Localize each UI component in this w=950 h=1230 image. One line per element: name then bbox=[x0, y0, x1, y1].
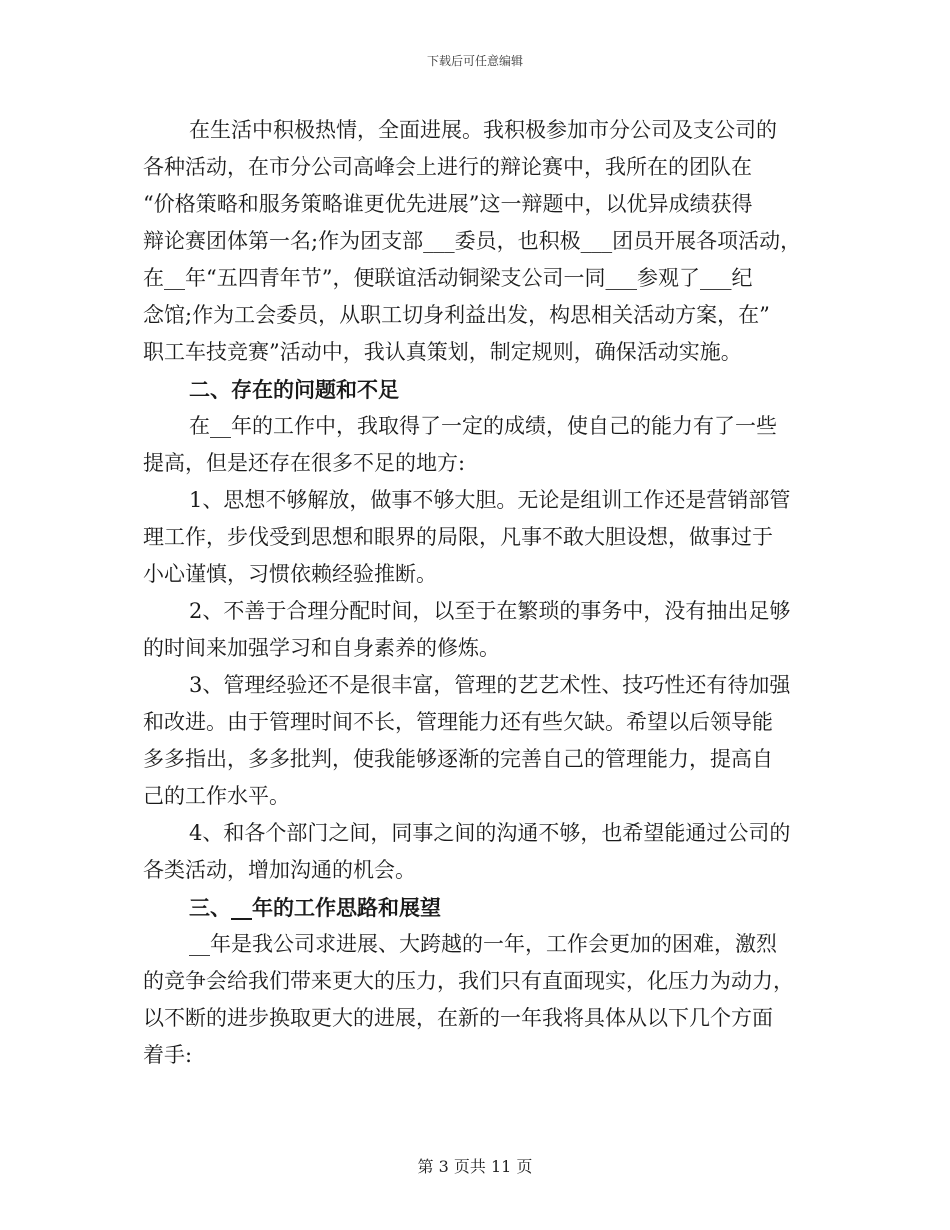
body-text-line: 在__年的工作中，我取得了一定的成绩，使自己的能力有了一些 bbox=[189, 414, 777, 438]
body-text-line: 的时间来加强学习和自身素养的修炼。 bbox=[143, 636, 500, 660]
body-text-line: 己的工作水平。 bbox=[143, 784, 290, 808]
body-text-line: 各类活动，增加沟通的机会。 bbox=[143, 858, 416, 882]
body-text-line: 的竞争会给我们带来更大的压力，我们只有直面现实，化压力为动力， bbox=[143, 969, 794, 993]
body-text-line: “价格策略和服务策略谁更优先进展”这一辩题中，以优异成绩获得 bbox=[143, 192, 753, 216]
body-text-line: 各种活动，在市分公司高峰会上进行的辩论赛中，我所在的团队在 bbox=[143, 155, 752, 179]
body-text-line: 辩论赛团体第一名;作为团支部___委员，也积极___团员开展各项活动， bbox=[143, 229, 802, 253]
body-text-line: 提高，但是还存在很多不足的地方: bbox=[143, 451, 466, 475]
body-text-line: 和改进。由于管理时间不长，管理能力还有些欠缺。希望以后领导能 bbox=[143, 710, 773, 734]
body-text-line: 理工作，步伐受到思想和眼界的局限，凡事不敢大胆设想，做事过于 bbox=[143, 525, 773, 549]
body-text-line: __年是我公司求进展、大跨越的一年，工作会更加的困难，激烈 bbox=[189, 932, 777, 956]
body-text-line: 2、不善于合理分配时间，以至于在繁琐的事务中，没有抽出足够 bbox=[189, 599, 791, 623]
body-text-line: 在生活中积极热情，全面进展。我积极参加市分公司及支公司的 bbox=[189, 118, 777, 142]
body-text-line: 职工车技竞赛”活动中，我认真策划，制定规则，确保活动实施。 bbox=[143, 340, 742, 364]
body-text-line: 1、思想不够解放，做事不够大胆。无论是组训工作还是营销部管 bbox=[189, 488, 791, 512]
body-text-line: 4、和各个部门之间，同事之间的沟通不够，也希望能通过公司的 bbox=[189, 821, 791, 845]
document-body bbox=[143, 112, 813, 1074]
body-text-line: 小心谨慎，习惯依赖经验推断。 bbox=[143, 562, 437, 586]
body-text-line: 在__年“五四青年节”，便联谊活动铜梁支公司一同___参观了___纪 bbox=[143, 266, 753, 290]
page-header: 下载后可任意编辑 bbox=[426, 54, 523, 68]
body-text-line: 多多指出，多多批判，使我能够逐渐的完善自己的管理能力，提高自 bbox=[143, 747, 773, 771]
section-heading: 二、存在的问题和不足 bbox=[189, 377, 399, 402]
body-text-line: 着手: bbox=[143, 1043, 193, 1067]
body-text-line: 以不断的进步换取更大的进展，在新的一年我将具体从以下几个方面 bbox=[143, 1006, 773, 1030]
page-footer: 第 3 页共 11 页 bbox=[417, 1157, 533, 1176]
section-heading: 三、__年的工作思路和展望 bbox=[189, 895, 441, 920]
body-text-line: 念馆;作为工会委员，从职工切身利益出发，构思相关活动方案，在” bbox=[143, 303, 770, 327]
body-text-line: 3、管理经验还不是很丰富，管理的艺艺术性、技巧性还有待加强 bbox=[189, 673, 791, 697]
